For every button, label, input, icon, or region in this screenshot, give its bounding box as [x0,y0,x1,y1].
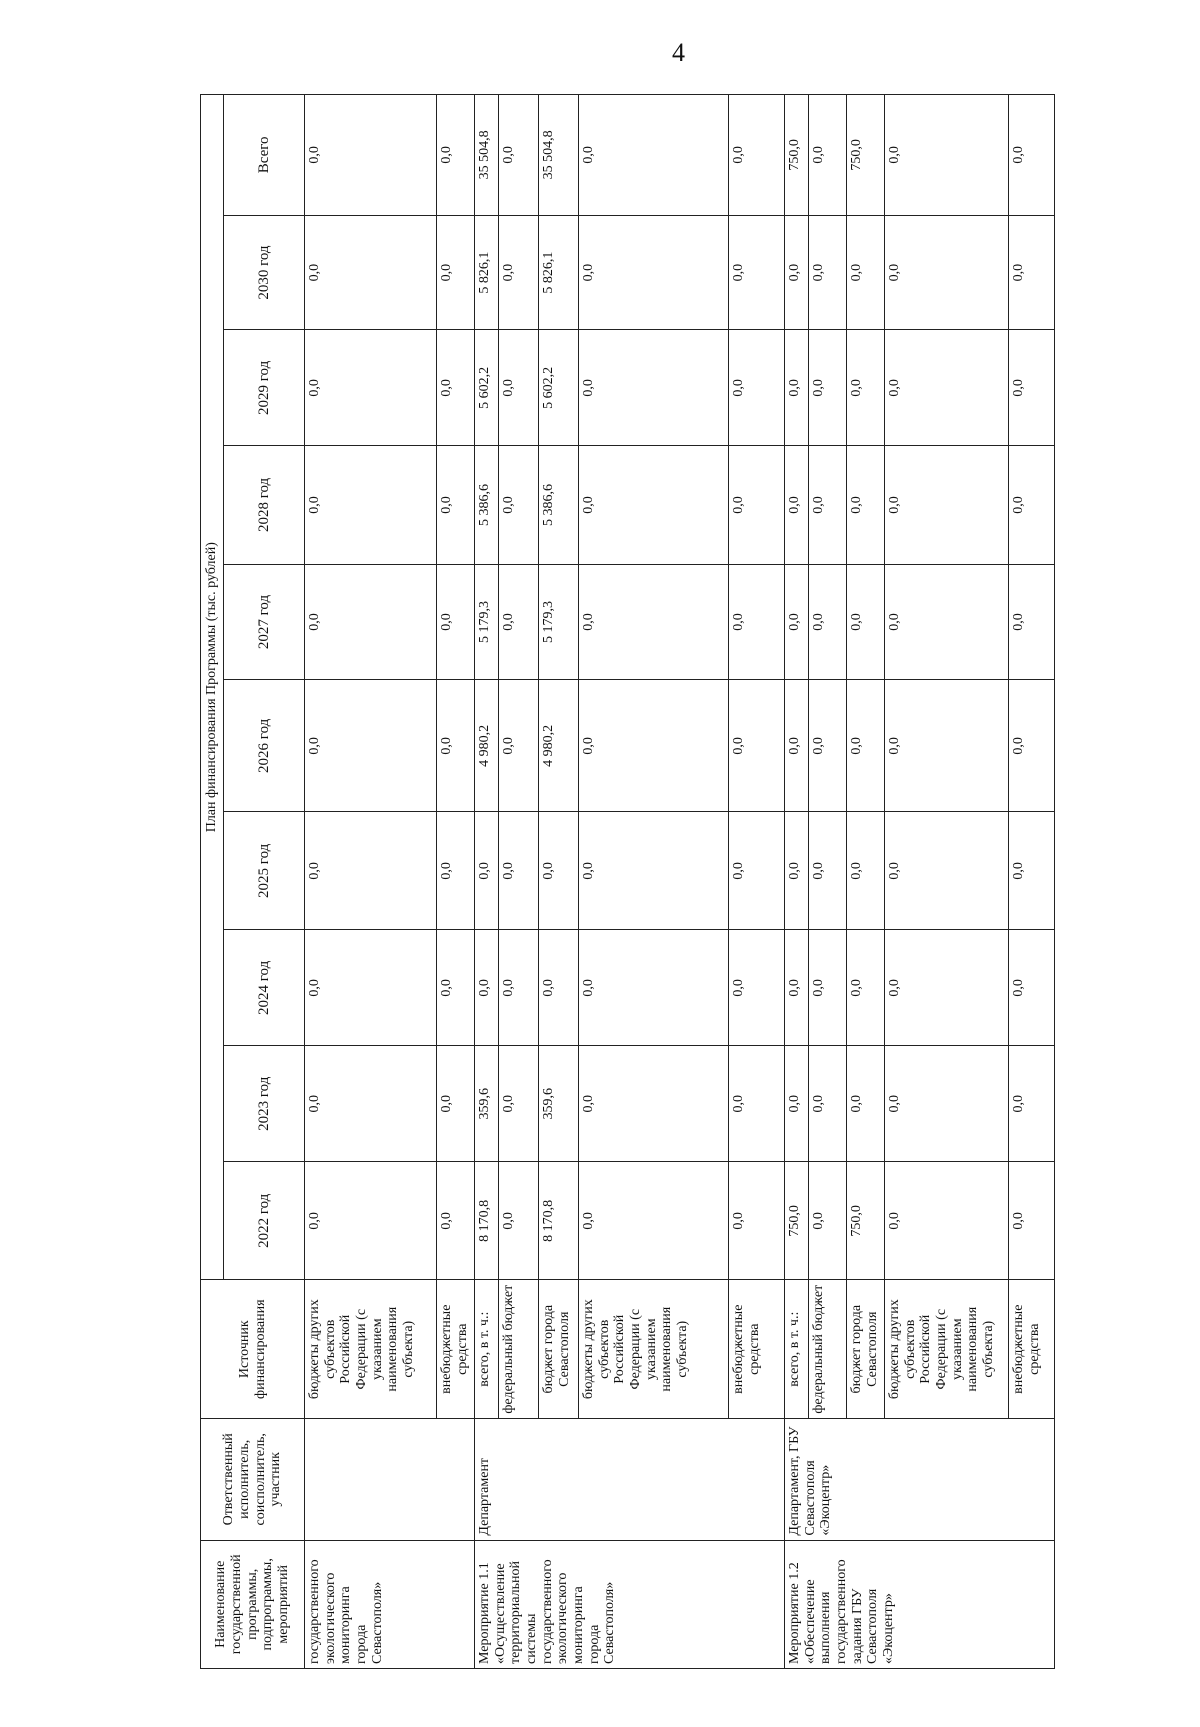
year-value-cell: 0,0 [809,330,847,446]
funding-source-cell: федеральный бюджет [499,1280,539,1419]
year-value-cell: 0,0 [847,564,885,680]
table-row [475,95,499,1669]
executor-cell: Департамент, ГБУ Севастополя «Экоцентр» [785,1419,1055,1541]
total-value-cell: 35 504,8 [539,95,579,216]
year-value-cell: 0,0 [1009,1162,1055,1280]
year-value-cell: 0,0 [785,564,809,680]
year-value-cell: 0,0 [809,930,847,1046]
year-value-cell: 0,0 [1009,680,1055,812]
year-value-cell: 0,0 [1009,1046,1055,1162]
year-value-cell: 0,0 [885,564,1009,680]
total-value-cell: 0,0 [729,95,785,216]
year-value-cell: 0,0 [847,1046,885,1162]
year-value-cell: 0,0 [305,215,437,330]
year-value-cell: 0,0 [499,564,539,680]
year-value-cell: 0,0 [785,215,809,330]
total-value-cell: 0,0 [437,95,475,216]
year-value-cell: 0,0 [847,446,885,564]
header-year: 2028 год [224,446,305,564]
year-value-cell: 0,0 [847,812,885,930]
year-value-cell: 0,0 [499,812,539,930]
year-value-cell: 0,0 [499,446,539,564]
year-value-cell: 0,0 [475,930,499,1046]
funding-source-cell: внебюджетные средства [1009,1280,1055,1419]
year-value-cell: 0,0 [729,446,785,564]
total-value-cell: 750,0 [847,95,885,216]
year-value-cell: 0,0 [885,446,1009,564]
year-value-cell: 0,0 [785,680,809,812]
total-value-cell: 750,0 [785,95,809,216]
year-value-cell: 0,0 [809,812,847,930]
year-value-cell: 0,0 [729,680,785,812]
year-value-cell: 0,0 [809,215,847,330]
year-value-cell: 0,0 [847,215,885,330]
funding-source-cell: внебюджетные средства [729,1280,785,1419]
year-value-cell: 4 980,2 [475,680,499,812]
year-value-cell: 0,0 [729,330,785,446]
year-value-cell: 0,0 [885,330,1009,446]
year-value-cell: 0,0 [437,330,475,446]
year-value-cell: 0,0 [785,812,809,930]
year-value-cell: 0,0 [847,680,885,812]
header-year: 2024 год [224,930,305,1046]
year-value-cell: 0,0 [437,215,475,330]
year-value-cell: 0,0 [305,446,437,564]
year-value-cell: 750,0 [847,1162,885,1280]
year-value-cell: 0,0 [437,1162,475,1280]
funding-source-cell: федеральный бюджет [809,1280,847,1419]
year-value-cell: 0,0 [785,1046,809,1162]
year-value-cell: 0,0 [499,680,539,812]
year-value-cell: 0,0 [809,446,847,564]
year-value-cell: 0,0 [305,812,437,930]
year-value-cell: 0,0 [579,930,729,1046]
total-value-cell: 35 504,8 [475,95,499,216]
year-value-cell: 0,0 [885,1046,1009,1162]
year-value-cell: 0,0 [539,930,579,1046]
header-executor: Ответственный исполнитель, соисполнитель, участник [201,1419,305,1541]
year-value-cell: 0,0 [499,1162,539,1280]
funding-source-cell: всего, в т. ч.: [785,1280,809,1419]
year-value-cell: 0,0 [785,330,809,446]
year-value-cell: 0,0 [437,564,475,680]
year-value-cell: 8 170,8 [539,1162,579,1280]
rotated-page [200,94,1200,1669]
funding-source-cell: внебюджетные средства [437,1280,475,1419]
total-value-cell: 0,0 [1009,95,1055,216]
header-year: 2030 год [224,215,305,330]
program-name-cell: государственного экологического мониторинга города Севастополя» [305,1540,475,1668]
year-value-cell: 0,0 [847,330,885,446]
year-value-cell: 5 179,3 [539,564,579,680]
year-value-cell: 0,0 [305,564,437,680]
year-value-cell: 0,0 [305,330,437,446]
header-year: 2023 год [224,1046,305,1162]
funding-source-cell: бюджеты других субъектов Российской Федерации (с указанием наименования субъекта) [579,1280,729,1419]
year-value-cell: 0,0 [475,812,499,930]
year-value-cell: 0,0 [809,1046,847,1162]
year-value-cell: 0,0 [729,930,785,1046]
year-value-cell: 0,0 [305,930,437,1046]
total-value-cell: 0,0 [305,95,437,216]
header-year: 2025 год [224,812,305,930]
page-number: 4 [672,38,685,67]
year-value-cell: 4 980,2 [539,680,579,812]
year-value-cell: 0,0 [499,1046,539,1162]
year-value-cell: 0,0 [729,1046,785,1162]
year-value-cell: 0,0 [785,446,809,564]
year-value-cell: 0,0 [579,215,729,330]
year-value-cell: 750,0 [785,1162,809,1280]
year-value-cell: 0,0 [305,1046,437,1162]
year-value-cell: 0,0 [729,1162,785,1280]
year-value-cell: 0,0 [437,680,475,812]
year-value-cell: 0,0 [579,812,729,930]
header-source: Источник финансирования [201,1280,305,1419]
year-value-cell: 5 386,6 [475,446,499,564]
year-value-cell: 0,0 [809,680,847,812]
header-plan: План финансирования Программы (тыс. рублей) [201,95,224,1280]
year-value-cell: 359,6 [539,1046,579,1162]
funding-source-cell: бюджеты других субъектов Российской Федерации (с указанием наименования субъекта) [885,1280,1009,1419]
year-value-cell: 0,0 [437,1046,475,1162]
year-value-cell: 5 826,1 [539,215,579,330]
year-value-cell: 0,0 [785,930,809,1046]
year-value-cell: 5 602,2 [475,330,499,446]
program-name-cell: Мероприятие 1.1 «Осуществление территориальной системы государственного экологического мониторинга города Севастополя» [475,1540,785,1668]
year-value-cell: 0,0 [1009,564,1055,680]
executor-cell [305,1419,475,1541]
total-value-cell: 0,0 [885,95,1009,216]
year-value-cell: 0,0 [885,215,1009,330]
total-value-cell: 0,0 [809,95,847,216]
year-value-cell: 0,0 [579,1046,729,1162]
year-value-cell: 0,0 [579,330,729,446]
header-year: 2029 год [224,330,305,446]
table-row [785,95,809,1669]
year-value-cell: 0,0 [885,1162,1009,1280]
year-value-cell: 0,0 [437,930,475,1046]
year-value-cell: 0,0 [539,812,579,930]
funding-source-cell: бюджет города Севастополя [847,1280,885,1419]
year-value-cell: 0,0 [305,680,437,812]
year-value-cell: 0,0 [729,215,785,330]
year-value-cell: 0,0 [809,1162,847,1280]
year-value-cell: 0,0 [579,446,729,564]
year-value-cell: 0,0 [885,680,1009,812]
executor-cell: Департамент [475,1419,785,1541]
total-value-cell: 0,0 [499,95,539,216]
header-year: 2022 год [224,1162,305,1280]
year-value-cell: 5 386,6 [539,446,579,564]
year-value-cell: 0,0 [499,930,539,1046]
year-value-cell: 0,0 [809,564,847,680]
funding-source-cell: всего, в т. ч.: [475,1280,499,1419]
financing-plan-table [200,94,1055,1669]
year-value-cell: 0,0 [847,930,885,1046]
total-value-cell: 0,0 [579,95,729,216]
year-value-cell: 0,0 [437,446,475,564]
program-name-cell: Мероприятие 1.2 «Обеспечение выполнения государственного задания ГБУ Севастополя «Экоцентр» [785,1540,1055,1668]
year-value-cell: 5 179,3 [475,564,499,680]
header-year: 2026 год [224,680,305,812]
header-year: 2027 год [224,564,305,680]
funding-source-cell: бюджет города Севастополя [539,1280,579,1419]
year-value-cell: 0,0 [437,812,475,930]
year-value-cell: 0,0 [1009,446,1055,564]
year-value-cell: 8 170,8 [475,1162,499,1280]
year-value-cell: 0,0 [729,564,785,680]
year-value-cell: 0,0 [579,680,729,812]
year-value-cell: 0,0 [305,1162,437,1280]
table-row [305,95,437,1669]
header-name: Наименование государственной программы, подпрограммы, мероприятий [201,1540,305,1668]
year-value-cell: 0,0 [1009,812,1055,930]
year-value-cell: 0,0 [729,812,785,930]
table-body [305,95,1055,1669]
year-value-cell: 0,0 [1009,215,1055,330]
year-value-cell: 359,6 [475,1046,499,1162]
year-value-cell: 0,0 [1009,330,1055,446]
year-value-cell: 0,0 [499,215,539,330]
header-total: Всего [224,95,305,216]
financing-table-sheet [200,94,1200,1669]
year-value-cell: 0,0 [579,564,729,680]
year-value-cell: 0,0 [885,930,1009,1046]
year-value-cell: 5 826,1 [475,215,499,330]
year-value-cell: 0,0 [1009,930,1055,1046]
year-value-cell: 0,0 [885,812,1009,930]
funding-source-cell: бюджеты других субъектов Российской Федерации (с указанием наименования субъекта) [305,1280,437,1419]
year-value-cell: 5 602,2 [539,330,579,446]
year-value-cell: 0,0 [499,330,539,446]
year-value-cell: 0,0 [579,1162,729,1280]
